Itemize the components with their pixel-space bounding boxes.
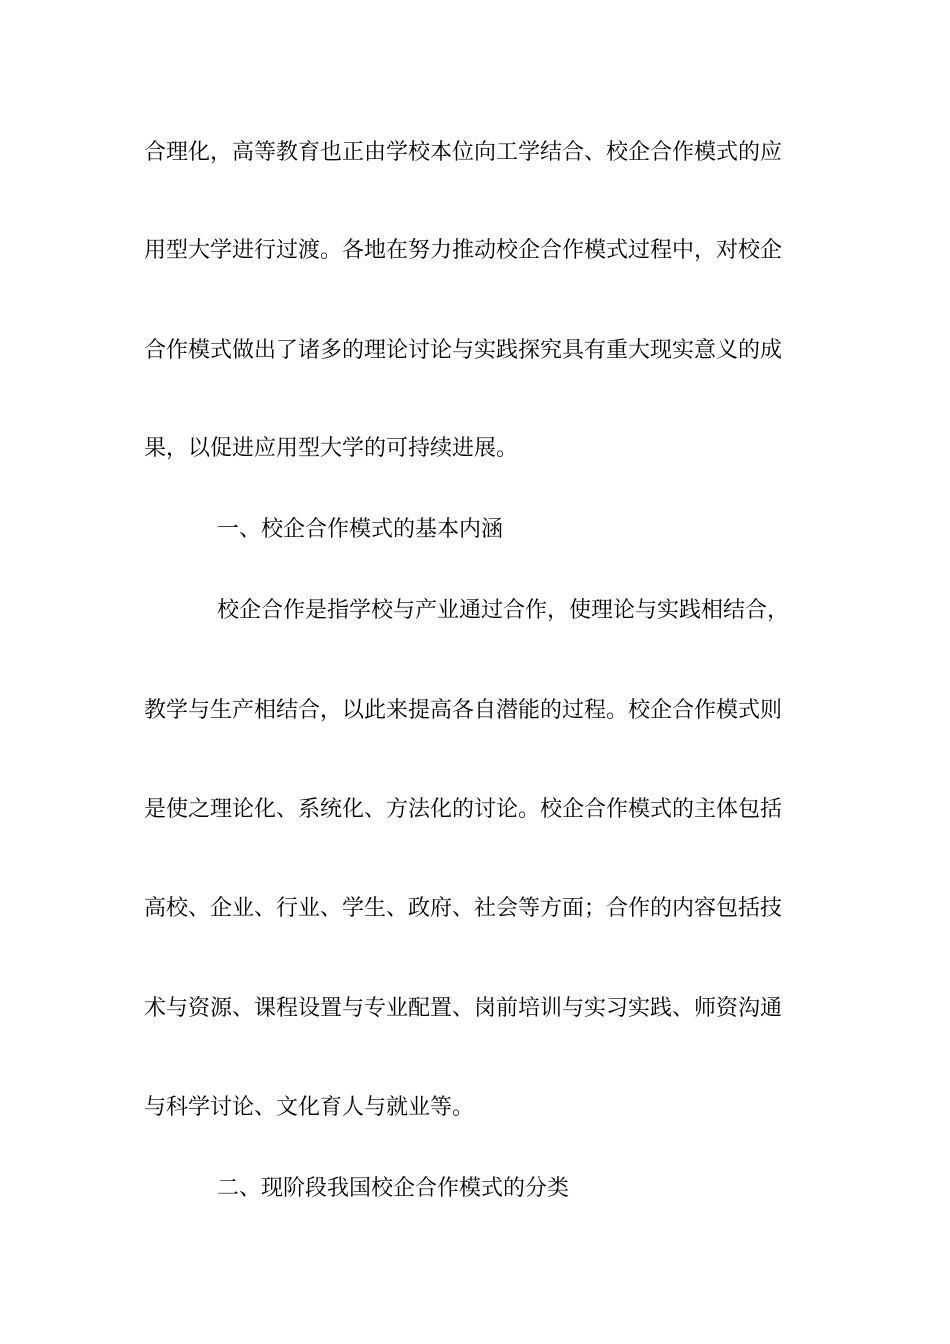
- section-heading-2: 二、现阶段我国校企合作模式的分类: [217, 1176, 570, 1201]
- paragraph-2-line-5: 术与资源、课程设置与专业配置、岗前培训与实习实践、师资沟通: [144, 996, 783, 1021]
- section-heading-1: 一、校企合作模式的基本内涵: [217, 517, 504, 542]
- paragraph-1-line-3: 合作模式做出了诸多的理论讨论与实践探究具有重大现实意义的成: [144, 338, 783, 363]
- paragraph-2-line-2: 教学与生产相结合，以此来提高各自潜能的过程。校企合作模式则: [144, 698, 783, 723]
- paragraph-1-line-4: 果，以促进应用型大学的可持续进展。: [144, 436, 519, 461]
- paragraph-1-line-2: 用型大学进行过渡。各地在努力推动校企合作模式过程中，对校企: [144, 238, 783, 263]
- paragraph-2-line-6: 与科学讨论、文化育人与就业等。: [144, 1095, 475, 1120]
- paragraph-2-line-3: 是使之理论化、系统化、方法化的讨论。校企合作模式的主体包括: [144, 797, 783, 822]
- paragraph-1-line-1: 合理化，高等教育也正由学校本位向工学结合、校企合作模式的应: [144, 140, 783, 165]
- paragraph-2-line-4: 高校、企业、行业、学生、政府、社会等方面；合作的内容包括技: [144, 896, 783, 921]
- paragraph-2-line-1: 校企合作是指学校与产业通过合作，使理论与实践相结合，: [217, 598, 790, 623]
